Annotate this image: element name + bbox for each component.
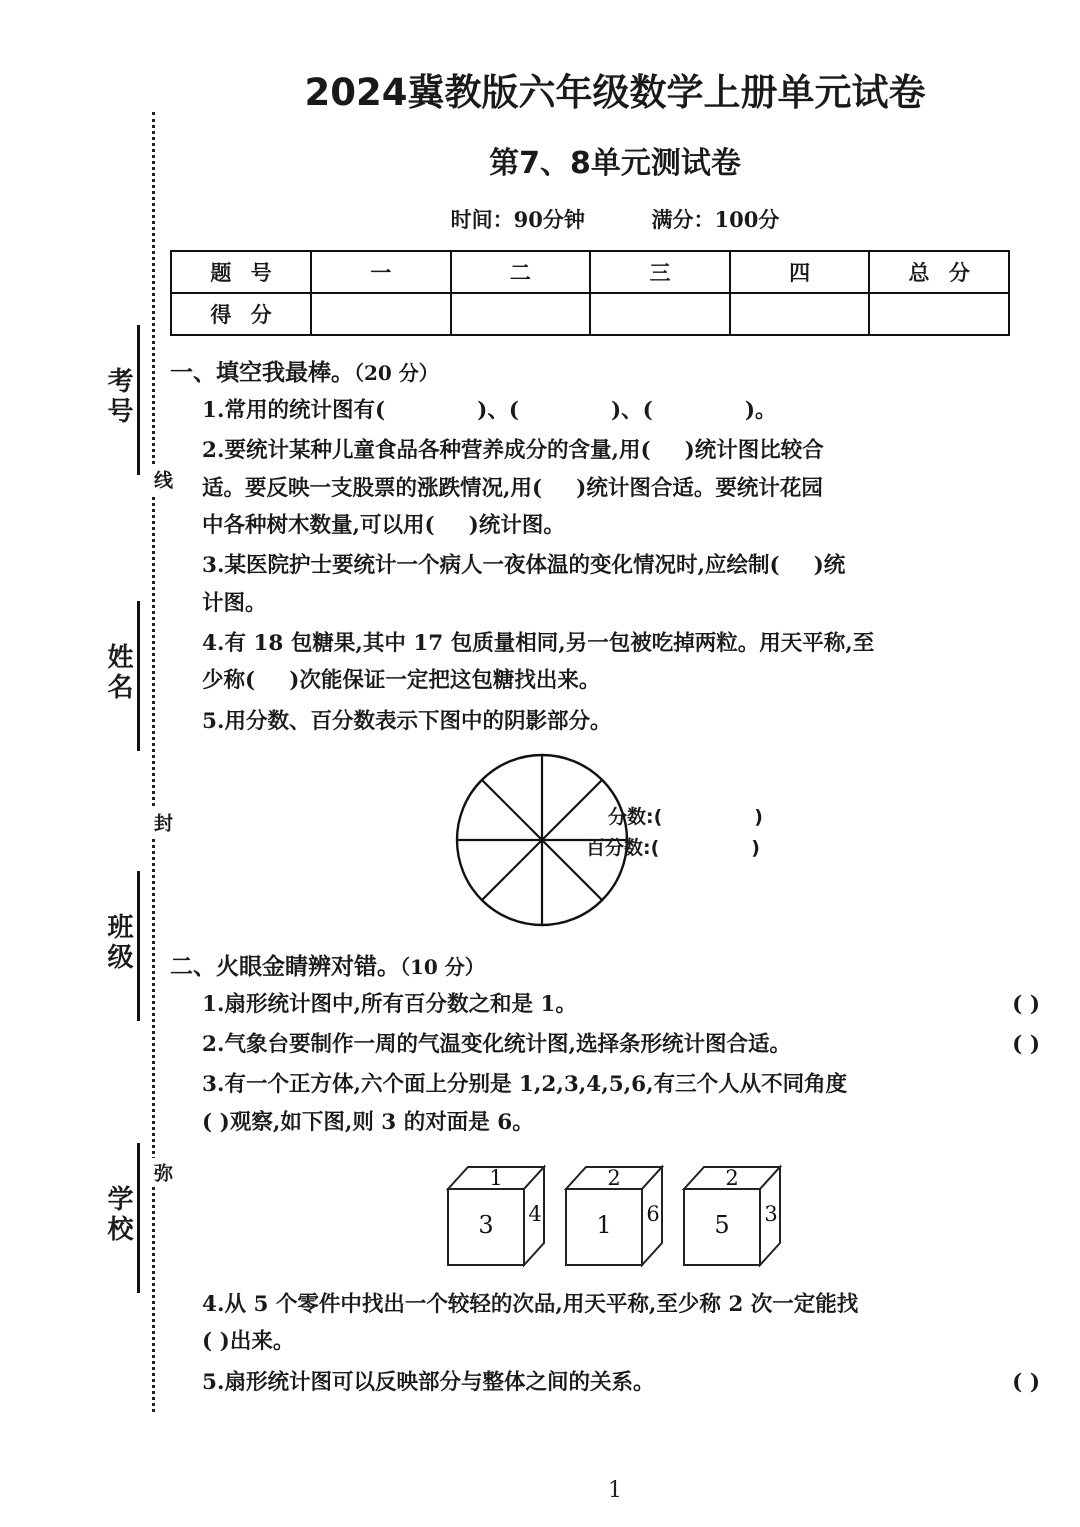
score-cell-1[interactable] [311,293,451,335]
question-2-3-line2 [202,1106,1040,1139]
field-class[interactable] [30,818,140,1068]
cube-2 [566,1166,662,1265]
field-label: 学校 [103,1185,133,1245]
cube-3-top-label: 2 [725,1166,739,1191]
true-false-blank[interactable]: ( ) [202,1329,230,1355]
question-text: 扇形统计图可以反映部分与整体之间的关系。 [224,1369,655,1395]
question-text: 要统计某种儿童食品各种营养成分的含量,用( [224,438,651,464]
figure-pie-eighths [168,750,1080,930]
question-1-3-line2 [202,587,1040,620]
question-text: 中各种树木数量,可以用( [202,512,435,538]
field-label: 班级 [103,913,133,973]
question-1-5 [202,705,1040,738]
pie-fraction-label-row [608,802,763,833]
question-text: )、( [477,398,519,423]
question-number: 2. [202,438,225,464]
question-text: 某医院护士要统计一个病人一夜体温的变化情况时,应绘制( [224,553,780,579]
section-1-heading [170,354,1080,387]
score-col-1: 一 [311,251,451,293]
question-2-4 [202,1288,1040,1321]
field-rule [137,601,140,751]
question-1-1 [202,394,1040,427]
seal-char-seal: 封 [137,808,171,837]
cube-3-front-label: 5 [714,1211,730,1240]
cube-1 [448,1166,544,1265]
question-text: 扇形统计图中,所有百分数之和是 1。 [224,991,577,1017]
question-text: )统计图合适。要统计花园 [576,475,823,501]
question-number: 3. [202,553,225,579]
exam-meta [168,204,1080,234]
question-text: )统计图。 [468,512,565,538]
section-1-points: （20 分） [354,361,439,385]
seal-char-mi: 弥 [137,1158,171,1187]
question-text: 计图。 [202,590,267,616]
true-false-blank[interactable]: ( ) [1012,991,1040,1017]
pie-percent-label: 百分数:( [586,837,660,860]
field-label: 考号 [103,367,133,427]
pie-fraction-label: 分数:( [608,805,663,828]
true-false-blank[interactable]: ( ) [1012,1369,1040,1395]
score-col-4: 四 [730,251,870,293]
exam-total-score: 满分：100分 [651,207,780,232]
question-text: )统计图比较合 [684,438,824,464]
pie-fraction-close: ) [754,805,763,828]
question-1-4-line2 [202,664,1040,697]
figure-three-cubes [168,1149,1080,1281]
question-number: 1. [202,991,225,1017]
table-row-question-numbers [171,251,1009,293]
question-text: )、( [611,398,653,423]
question-1-4 [202,627,1040,660]
question-2-4-line2 [202,1325,1040,1358]
seal-margin [0,0,173,1527]
question-2-5 [202,1366,1040,1399]
cube-1-top-label: 1 [489,1166,503,1191]
true-false-blank[interactable]: ( ) [1012,1032,1040,1058]
field-label: 姓名 [103,643,133,703]
seal-dotted-line [152,112,155,1412]
question-number: 4. [202,1292,225,1318]
field-school[interactable] [30,1090,140,1340]
exam-page [168,0,1080,1527]
field-rule [137,1143,140,1293]
question-text: 气象台要制作一周的气温变化统计图,选择条形统计图合适。 [224,1032,791,1058]
score-cell-3[interactable] [590,293,730,335]
question-text: )。 [744,398,777,423]
score-col-total: 总 分 [869,251,1009,293]
question-text: 观察,如下图,则 3 的对面是 6。 [229,1109,534,1135]
section-true-false [168,948,1080,1399]
row-label-question: 题 号 [171,251,311,293]
pie-percent-label-row [586,833,763,864]
question-text: 有 18 包糖果,其中 17 包质量相同,另一包被吃掉两粒。用天平称,至 [224,630,875,656]
cube-3 [684,1166,780,1265]
true-false-blank[interactable]: ( ) [202,1109,230,1135]
question-text: 适。要反映一支股票的涨跌情况,用( [202,475,543,501]
section-1-title: 一、填空我最棒。 [170,360,354,386]
field-exam-number[interactable] [30,272,140,522]
question-text: 常用的统计图有( [224,398,386,423]
question-2-3 [202,1068,1040,1101]
field-name[interactable] [30,548,140,798]
score-table [170,250,1010,336]
section-2-points: （10 分） [400,954,485,979]
question-text: )次能保证一定把这包糖找出来。 [289,668,601,694]
question-2-2 [202,1028,1040,1061]
question-text: 有一个正方体,六个面上分别是 1,2,3,4,5,6,有三个人从不同角度 [224,1072,848,1098]
cube-2-top-label: 2 [607,1166,621,1191]
cube-1-front-label: 3 [478,1211,494,1240]
question-text: 出来。 [229,1329,295,1355]
score-cell-2[interactable] [451,293,591,335]
question-2-1 [202,988,1040,1021]
pie-answer-labels [586,802,763,865]
cube-2-front-label: 1 [596,1211,612,1240]
section-fill-in-blanks [168,354,1080,930]
question-number: 4. [202,630,225,656]
cubes-svg [438,1153,798,1279]
question-1-3 [202,549,1040,582]
pie-percent-close: ) [751,837,760,860]
question-number: 3. [202,1072,225,1098]
question-text: 从 5 个零件中找出一个较轻的次品,用天平称,至少称 2 次一定能找 [224,1292,859,1318]
cube-2-right-label: 6 [646,1202,660,1227]
question-number: 5. [202,1369,225,1395]
cube-3-right-label: 3 [764,1202,778,1227]
cube-1-right-label: 4 [528,1202,542,1227]
score-cell-total[interactable] [869,293,1009,335]
row-label-score: 得 分 [171,293,311,335]
page-title: 2024冀教版六年级数学上册单元试卷 [304,71,926,114]
question-number: 5. [202,708,225,734]
field-rule [137,325,140,475]
question-1-2 [202,434,1040,467]
table-row-scores [171,293,1009,335]
question-1-2-line2 [202,472,1040,505]
page-subtitle: 第7、8单元测试卷 [489,146,741,181]
question-1-2-line3 [202,509,1040,542]
question-text: 少称( [202,668,256,694]
exam-time: 时间：90分钟 [450,207,585,232]
question-text: 用分数、百分数表示下图中的阴影部分。 [224,708,612,734]
question-text: )统 [813,553,846,579]
question-number: 1. [202,398,225,423]
score-col-2: 二 [451,251,591,293]
score-cell-4[interactable] [730,293,870,335]
seal-char-line: 线 [137,465,171,494]
field-rule [137,871,140,1021]
page-number: 1 [608,1478,622,1503]
question-number: 2. [202,1032,225,1058]
score-col-3: 三 [590,251,730,293]
section-2-title: 二、火眼金睛辨对错。 [170,953,400,980]
section-2-heading [170,948,1080,981]
